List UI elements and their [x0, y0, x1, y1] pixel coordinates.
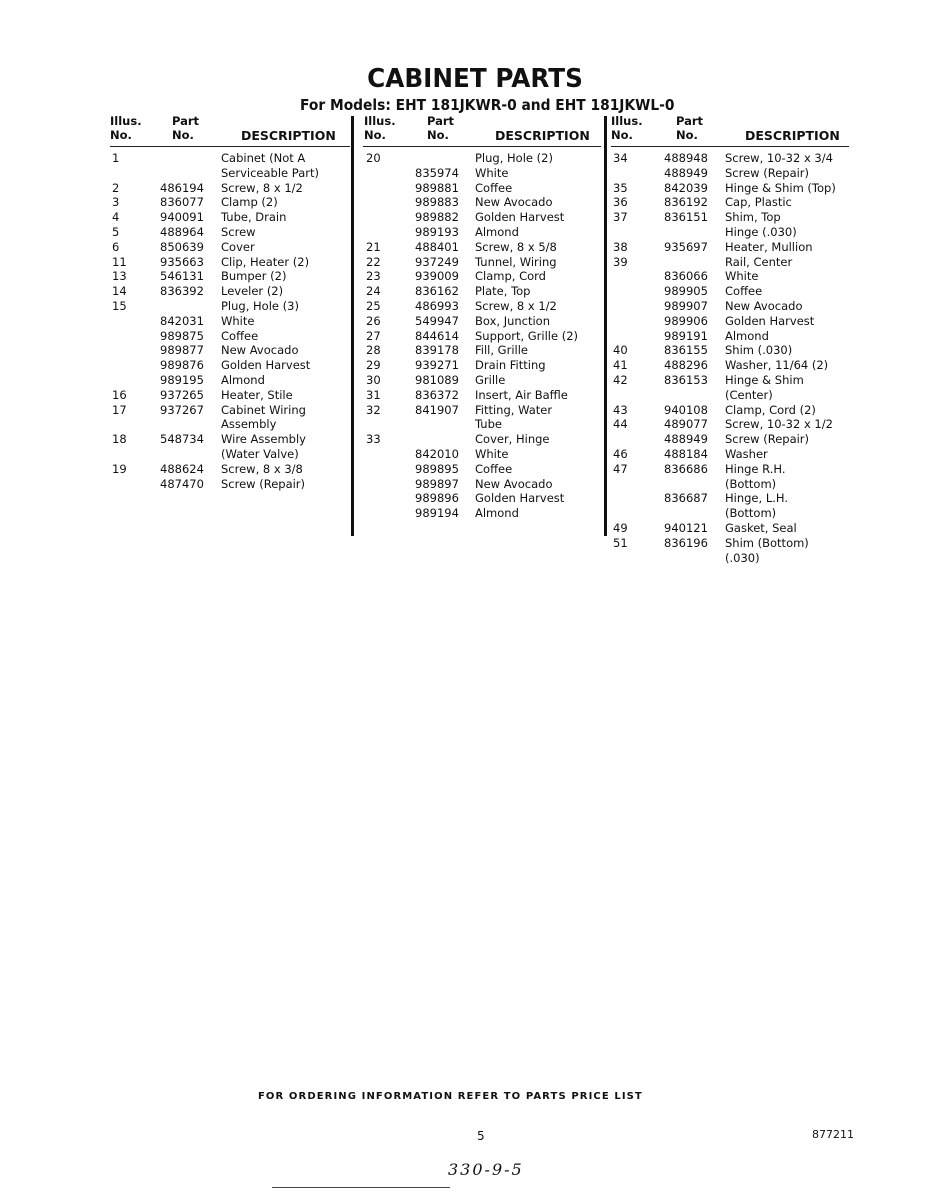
illus-number: 31: [366, 387, 381, 402]
part-description: Almond: [221, 372, 265, 387]
parts-row: [110, 477, 350, 492]
part-number: 989895: [415, 461, 459, 476]
parts-row: [110, 151, 350, 166]
illus-header: Illus.: [364, 114, 396, 128]
part-description: Tunnel, Wiring: [475, 254, 557, 269]
part-description: Golden Harvest: [725, 313, 815, 328]
part-description-cont: (.030): [725, 550, 760, 565]
part-description-cont: (Bottom): [725, 476, 777, 491]
part-number: 940091: [160, 210, 204, 225]
part-number: 989191: [664, 328, 708, 343]
part-description: Wire Assembly: [221, 432, 306, 447]
part-description-cont: (Bottom): [725, 506, 777, 521]
parts-row: [363, 358, 601, 373]
part-number: 989897: [415, 476, 459, 491]
parts-row-continuation: [110, 166, 350, 181]
parts-row: [611, 343, 849, 358]
illus-number: 16: [112, 387, 127, 402]
column-header: [611, 114, 849, 147]
parts-row: [363, 403, 601, 418]
part-description: Screw, 8 x 1/2: [475, 298, 557, 313]
part-description: Plug, Hole (2): [475, 151, 553, 165]
illus-number: 25: [366, 298, 381, 313]
part-description: Screw (Repair): [725, 165, 810, 180]
part-description: Cabinet (Not A: [221, 151, 306, 165]
illus-number: 2: [112, 180, 120, 195]
part-description: Plate, Top: [475, 284, 531, 299]
document-code: 877211: [812, 1128, 854, 1141]
part-description: Plug, Hole (3): [221, 298, 299, 313]
parts-row: [363, 329, 601, 344]
part-number: 940108: [664, 402, 708, 417]
part-description-cont: Hinge (.030): [725, 224, 797, 239]
part-number: 989883: [415, 195, 459, 210]
parts-row: [363, 462, 601, 477]
part-number: 836192: [664, 195, 708, 210]
column-header: [110, 114, 350, 147]
illus-number: 37: [613, 210, 628, 225]
part-description: New Avocado: [475, 476, 553, 491]
parts-row: [363, 432, 601, 447]
bottom-rule: [272, 1187, 450, 1188]
part-description: White: [725, 269, 759, 284]
part-number: 836155: [664, 343, 708, 358]
part-description-cont: Tube: [475, 417, 502, 432]
illus-number: 35: [613, 180, 628, 195]
illus-number: 42: [613, 372, 628, 387]
parts-row: [611, 536, 849, 551]
part-description: White: [475, 446, 509, 461]
parts-row: [611, 432, 849, 447]
parts-row: [110, 240, 350, 255]
part-description: Heater, Stile: [221, 387, 293, 402]
illus-header: No.: [110, 128, 132, 142]
part-number: 939009: [415, 269, 459, 284]
part-description: Shim, Top: [725, 210, 781, 225]
parts-column-1: [110, 114, 350, 491]
parts-row-continuation: [363, 417, 601, 432]
parts-row: [611, 403, 849, 418]
part-header: No.: [676, 128, 698, 142]
part-number: 488948: [664, 151, 708, 165]
illus-number: 22: [366, 254, 381, 269]
part-description: Fill, Grille: [475, 343, 528, 358]
parts-row: [611, 255, 849, 270]
part-description: Screw, 8 x 1/2: [221, 180, 303, 195]
parts-row: [363, 447, 601, 462]
handwritten-note: 330-9-5: [448, 1160, 524, 1179]
parts-row-continuation: [110, 447, 350, 462]
illus-number: 32: [366, 402, 381, 417]
illus-header: No.: [611, 128, 633, 142]
illus-number: 5: [112, 224, 120, 239]
part-number: 836153: [664, 372, 708, 387]
parts-row-continuation: [611, 477, 849, 492]
parts-row: [110, 373, 350, 388]
part-description: Grille: [475, 372, 506, 387]
part-header: No.: [172, 128, 194, 142]
parts-row: [363, 343, 601, 358]
illus-number: 36: [613, 195, 628, 210]
part-number: 989876: [160, 358, 204, 373]
illus-number: 49: [613, 520, 628, 535]
parts-row: [363, 299, 601, 314]
parts-row: [611, 358, 849, 373]
parts-row: [363, 373, 601, 388]
parts-row: [611, 181, 849, 196]
parts-row: [363, 506, 601, 521]
parts-row: [611, 373, 849, 388]
part-description: Clip, Heater (2): [221, 254, 310, 269]
parts-row: [110, 403, 350, 418]
part-number: 488296: [664, 358, 708, 373]
ordering-note: FOR ORDERING INFORMATION REFER TO PARTS PRICE LIST: [258, 1091, 643, 1102]
parts-row: [110, 255, 350, 270]
part-number: 937265: [160, 387, 204, 402]
part-description: Coffee: [221, 328, 259, 343]
parts-row: [363, 166, 601, 181]
part-description: Hinge, L.H.: [725, 491, 788, 506]
part-description: New Avocado: [725, 298, 803, 313]
part-description: Washer, 11/64 (2): [725, 358, 829, 373]
illus-number: 38: [613, 239, 628, 254]
part-description: Leveler (2): [221, 284, 284, 299]
parts-row: [110, 225, 350, 240]
part-number: 839178: [415, 343, 459, 358]
part-description: Hinge & Shim (Top): [725, 180, 836, 195]
illus-number: 43: [613, 402, 628, 417]
part-number: 488401: [415, 239, 459, 254]
part-number: 842039: [664, 180, 708, 195]
illus-number: 28: [366, 343, 381, 358]
parts-row: [110, 432, 350, 447]
illus-number: 20: [366, 151, 381, 165]
illus-number: 26: [366, 313, 381, 328]
illus-number: 11: [112, 254, 127, 269]
part-description: Washer: [725, 446, 768, 461]
part-description-cont: Assembly: [221, 417, 277, 432]
parts-row: [611, 166, 849, 181]
part-description: Shim (Bottom): [725, 535, 809, 550]
parts-row: [110, 358, 350, 373]
parts-row: [110, 195, 350, 210]
part-description: Cover, Hinge: [475, 432, 550, 447]
part-number: 489077: [664, 417, 708, 432]
part-description: Tube, Drain: [221, 210, 287, 225]
part-description: Coffee: [475, 461, 513, 476]
part-description: Screw (Repair): [725, 432, 810, 447]
part-number: 546131: [160, 269, 204, 284]
part-number: 549947: [415, 313, 459, 328]
part-number: 836151: [664, 210, 708, 225]
part-description: Golden Harvest: [475, 491, 565, 506]
part-number: 989905: [664, 284, 708, 299]
parts-row-continuation: [611, 388, 849, 403]
part-number: 488949: [664, 165, 708, 180]
column-divider: [351, 116, 354, 536]
part-description: Cap, Plastic: [725, 195, 792, 210]
illus-number: 19: [112, 461, 127, 476]
parts-row: [363, 477, 601, 492]
illus-number: 14: [112, 284, 127, 299]
part-description: Almond: [725, 328, 769, 343]
part-number: 981089: [415, 372, 459, 387]
illus-number: 21: [366, 239, 381, 254]
parts-row: [110, 329, 350, 344]
part-number: 488624: [160, 461, 204, 476]
part-description: White: [475, 165, 509, 180]
parts-row: [611, 151, 849, 166]
part-description: Clamp, Cord (2): [725, 402, 816, 417]
parts-row: [363, 314, 601, 329]
illus-number: 1: [112, 151, 120, 165]
part-description: Shim (.030): [725, 343, 793, 358]
part-number: 836372: [415, 387, 459, 402]
parts-row: [611, 447, 849, 462]
part-description: White: [221, 313, 255, 328]
part-description: Heater, Mullion: [725, 239, 813, 254]
part-number: 488949: [664, 432, 708, 447]
part-description: Gasket, Seal: [725, 520, 797, 535]
illus-number: 40: [613, 343, 628, 358]
illus-number: 34: [613, 151, 628, 165]
parts-row: [110, 181, 350, 196]
part-number: 842010: [415, 446, 459, 461]
parts-row: [363, 284, 601, 299]
part-number: 836162: [415, 284, 459, 299]
part-number: 935697: [664, 239, 708, 254]
part-number: 989194: [415, 506, 459, 521]
parts-row: [611, 299, 849, 314]
part-number: 836686: [664, 461, 708, 476]
parts-row: [110, 210, 350, 225]
parts-row: [611, 240, 849, 255]
description-header: DESCRIPTION: [495, 128, 590, 143]
part-number: 835974: [415, 165, 459, 180]
part-number: 850639: [160, 239, 204, 254]
illus-header: Illus.: [611, 114, 643, 128]
description-header: DESCRIPTION: [241, 128, 336, 143]
column-divider: [604, 116, 607, 536]
illus-number: 15: [112, 298, 127, 313]
part-description: New Avocado: [221, 343, 299, 358]
part-description: Almond: [475, 224, 519, 239]
part-number: 486993: [415, 298, 459, 313]
part-number: 989906: [664, 313, 708, 328]
illus-header: Illus.: [110, 114, 142, 128]
parts-row: [363, 255, 601, 270]
column-header: [363, 114, 601, 147]
part-description: Drain Fitting: [475, 358, 546, 373]
parts-row: [611, 417, 849, 432]
part-number: 844614: [415, 328, 459, 343]
part-description-cont: Serviceable Part): [221, 165, 319, 180]
illus-number: 27: [366, 328, 381, 343]
page-title: CABINET PARTS: [367, 64, 583, 94]
part-number: 989195: [160, 372, 204, 387]
part-number: 488964: [160, 224, 204, 239]
part-number: 836077: [160, 195, 204, 210]
part-description: Insert, Air Baffle: [475, 387, 568, 402]
models-subtitle: For Models: EHT 181JKWR-0 and EHT 181JKWL-0: [300, 96, 675, 114]
part-number: 836687: [664, 491, 708, 506]
parts-row: [363, 210, 601, 225]
part-number: 486194: [160, 180, 204, 195]
part-number: 935663: [160, 254, 204, 269]
illus-number: 30: [366, 372, 381, 387]
parts-row: [110, 299, 350, 314]
illus-number: 41: [613, 358, 628, 373]
part-description: Screw (Repair): [221, 476, 306, 491]
part-description: Screw, 8 x 5/8: [475, 239, 557, 254]
parts-row: [363, 151, 601, 166]
part-number: 487470: [160, 476, 204, 491]
part-description-cont: (Center): [725, 387, 773, 402]
illus-number: 3: [112, 195, 120, 210]
parts-row: [363, 388, 601, 403]
parts-row: [363, 269, 601, 284]
parts-row: [110, 388, 350, 403]
part-description: Support, Grille (2): [475, 328, 579, 343]
part-description: Golden Harvest: [475, 210, 565, 225]
parts-row: [611, 195, 849, 210]
illus-number: 39: [613, 254, 628, 269]
parts-row: [110, 284, 350, 299]
parts-row-continuation: [611, 506, 849, 521]
part-description-cont: (Water Valve): [221, 446, 299, 461]
part-number: 836392: [160, 284, 204, 299]
part-description: Rail, Center: [725, 254, 793, 269]
part-description: Cover: [221, 239, 255, 254]
illus-number: 24: [366, 284, 381, 299]
parts-row: [611, 314, 849, 329]
parts-column-2: [363, 114, 601, 521]
parts-row: [611, 284, 849, 299]
illus-number: 23: [366, 269, 381, 284]
part-number: 989896: [415, 491, 459, 506]
parts-row: [611, 329, 849, 344]
parts-row-continuation: [611, 551, 849, 566]
illus-number: 17: [112, 402, 127, 417]
part-header: Part: [427, 114, 455, 128]
part-description: Hinge & Shim: [725, 372, 804, 387]
part-number: 836196: [664, 535, 708, 550]
illus-number: 44: [613, 417, 628, 432]
parts-row-continuation: [110, 417, 350, 432]
parts-row: [110, 462, 350, 477]
part-number: 989877: [160, 343, 204, 358]
part-header: Part: [172, 114, 200, 128]
parts-row: [363, 181, 601, 196]
part-number: 989882: [415, 210, 459, 225]
illus-number: 4: [112, 210, 120, 225]
parts-column-3: [611, 114, 849, 565]
illus-number: 29: [366, 358, 381, 373]
part-description: Fitting, Water: [475, 402, 553, 417]
part-description: New Avocado: [475, 195, 553, 210]
parts-row: [611, 521, 849, 536]
part-number: 488184: [664, 446, 708, 461]
part-number: 548734: [160, 432, 204, 447]
part-number: 989907: [664, 298, 708, 313]
part-number: 989193: [415, 224, 459, 239]
illus-number: 46: [613, 446, 628, 461]
description-header: DESCRIPTION: [745, 128, 840, 143]
part-description: Hinge R.H.: [725, 461, 786, 476]
part-number: 836066: [664, 269, 708, 284]
part-description: Coffee: [725, 284, 763, 299]
parts-row: [363, 491, 601, 506]
part-description: Box, Junction: [475, 313, 551, 328]
part-number: 937249: [415, 254, 459, 269]
part-description: Screw, 8 x 3/8: [221, 461, 303, 476]
part-description: Clamp, Cord: [475, 269, 546, 284]
part-description: Bumper (2): [221, 269, 287, 284]
parts-row: [611, 491, 849, 506]
parts-row: [363, 240, 601, 255]
part-description: Golden Harvest: [221, 358, 311, 373]
parts-row: [110, 269, 350, 284]
part-number: 989881: [415, 180, 459, 195]
parts-row: [611, 269, 849, 284]
parts-row: [363, 225, 601, 240]
part-number: 937267: [160, 402, 204, 417]
part-number: 940121: [664, 520, 708, 535]
part-description: Clamp (2): [221, 195, 278, 210]
parts-row: [110, 343, 350, 358]
illus-number: 33: [366, 432, 381, 447]
illus-number: 13: [112, 269, 127, 284]
part-description: Almond: [475, 506, 519, 521]
part-header: No.: [427, 128, 449, 142]
illus-number: 6: [112, 239, 120, 254]
illus-number: 47: [613, 461, 628, 476]
part-header: Part: [676, 114, 704, 128]
part-number: 842031: [160, 313, 204, 328]
part-description: Screw, 10-32 x 1/2: [725, 417, 833, 432]
parts-row: [611, 210, 849, 225]
illus-number: 18: [112, 432, 127, 447]
parts-row: [611, 462, 849, 477]
part-description: Screw, 10-32 x 3/4: [725, 151, 833, 165]
parts-row: [110, 314, 350, 329]
page-number: 5: [477, 1129, 485, 1143]
part-number: 989875: [160, 328, 204, 343]
illus-header: No.: [364, 128, 386, 142]
part-description: Coffee: [475, 180, 513, 195]
part-number: 939271: [415, 358, 459, 373]
part-description: Screw: [221, 224, 256, 239]
part-description: Cabinet Wiring: [221, 402, 306, 417]
parts-row: [363, 195, 601, 210]
part-number: 841907: [415, 402, 459, 417]
parts-row-continuation: [611, 225, 849, 240]
illus-number: 51: [613, 535, 628, 550]
